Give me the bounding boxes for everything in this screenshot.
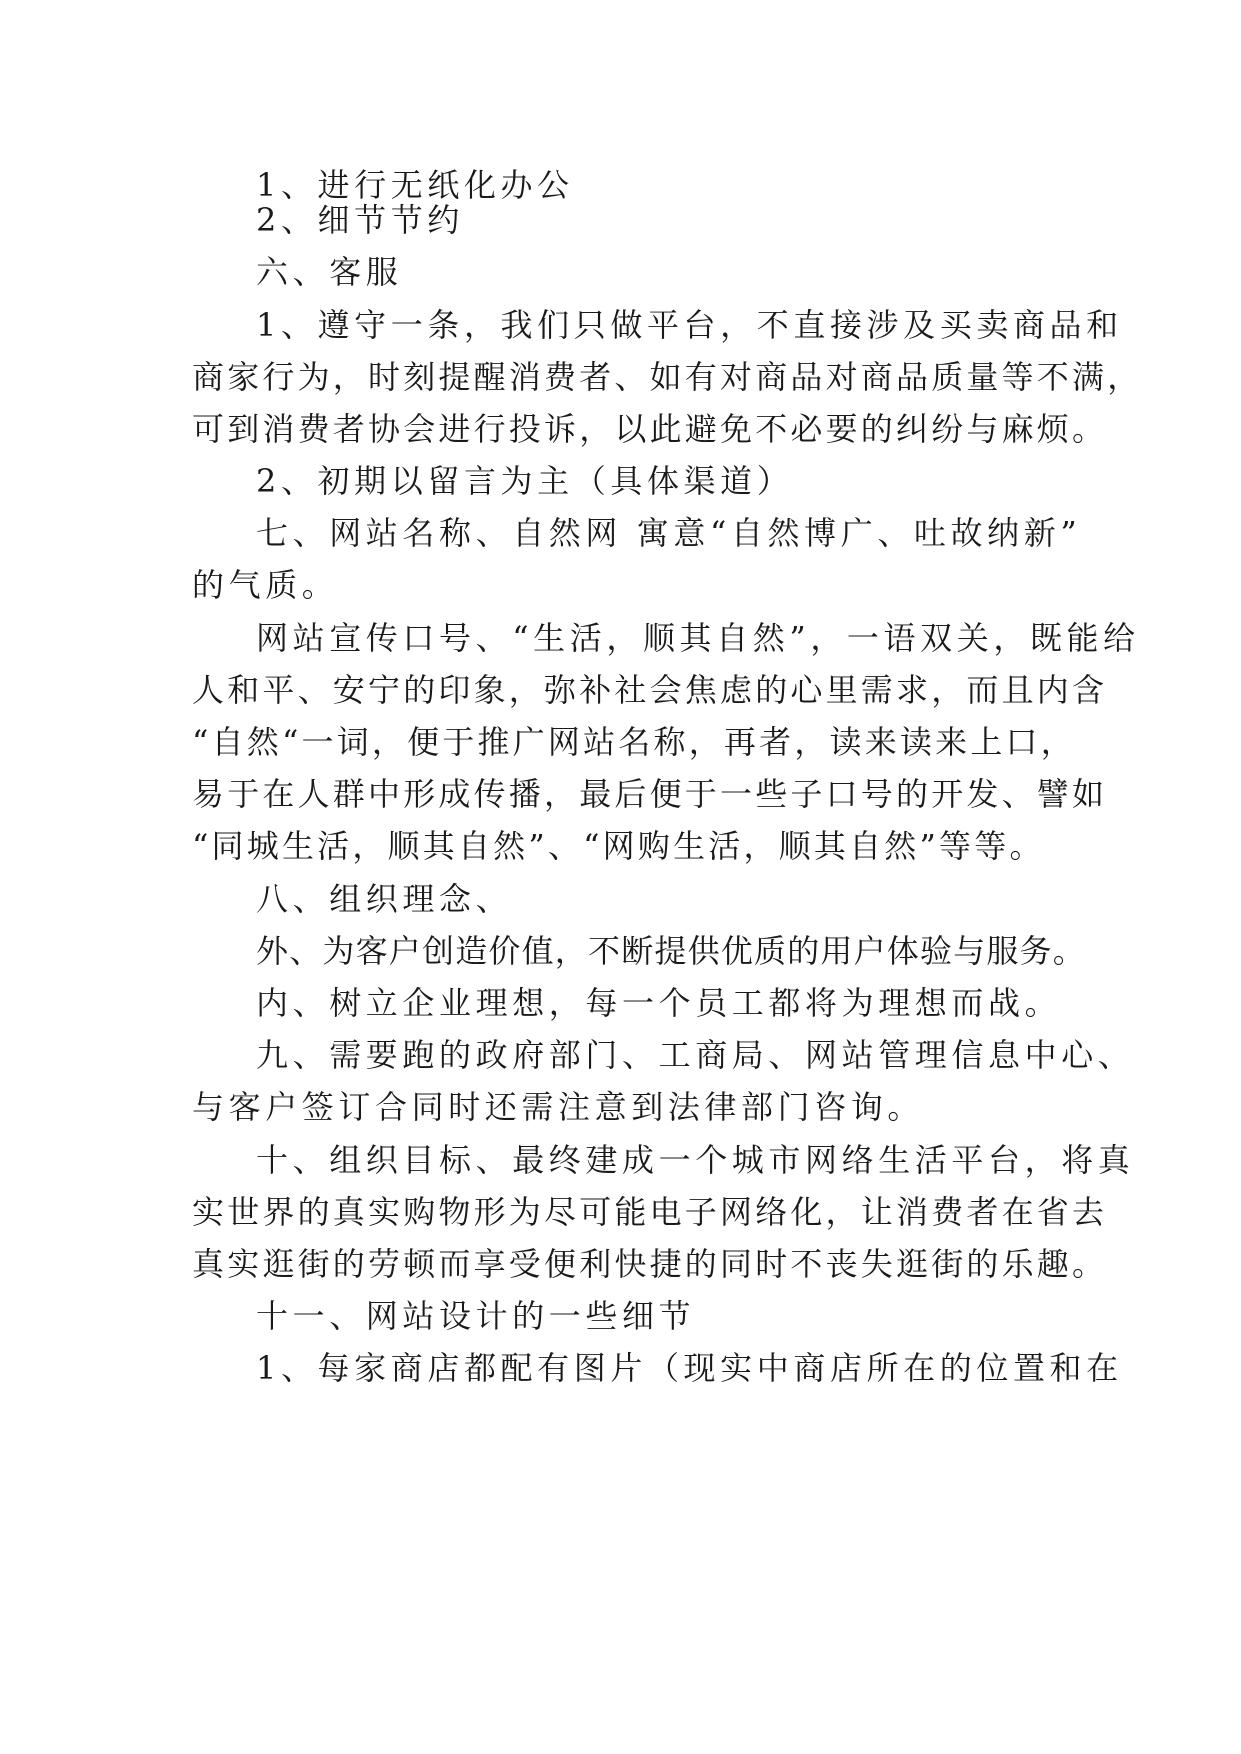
text-line: 易于在人群中形成传播，最后便于一些子口号的开发、譬如 (192, 775, 1108, 813)
text-line: 六、客服 (256, 253, 403, 291)
text-line: 七、网站名称、自然网 寓意“自然博广、吐故纳新” (256, 514, 1082, 552)
text-line: 内、树立企业理想，每一个员工都将为理想而战。 (256, 984, 1062, 1022)
text-line: 十、组织目标、最终建成一个城市网络生活平台，将真 (256, 1141, 1135, 1179)
text-line: 2、细节节约 (256, 201, 464, 239)
text-line: 商家行为，时刻提醒消费者、如有对商品对商品质量等不满， (192, 358, 1143, 396)
text-line: 的气质。 (192, 566, 339, 604)
text-line: 与客户签订合同时还需注意到法律部门咨询。 (192, 1088, 925, 1126)
text-line: 1、遵守一条，我们只做平台，不直接涉及买卖商品和 (256, 306, 1123, 344)
text-line: 2、初期以留言为主（具体渠道） (256, 462, 794, 500)
text-line: 可到消费者协会进行投诉，以此避免不必要的纠纷与麻烦。 (192, 410, 1108, 448)
text-line: 网站宣传口号、“生活，顺其自然”，一语双关，既能给 (256, 619, 1140, 657)
text-line: 真实逛街的劳顿而享受便利快捷的同时不丧失逛街的乐趣。 (192, 1245, 1108, 1283)
text-line: 八、组织理念、 (256, 880, 513, 918)
text-line: “自然“一词，便于推广网站名称，再者，读来读来上口， (192, 723, 1076, 761)
text-line: 实世界的真实购物形为尽可能电子网络化，让消费者在省去 (192, 1193, 1108, 1231)
text-line: 1、每家商店都配有图片（现实中商店所在的位置和在 (256, 1349, 1123, 1387)
text-line: 九、需要跑的政府部门、工商局、网站管理信息中心、 (256, 1036, 1135, 1074)
text-line: 1、进行无纸化办公 (256, 166, 574, 204)
text-line: 外、为客户创造价值，不断提供优质的用户体验与服务。 (256, 932, 1087, 970)
text-line: 十一、网站设计的一些细节 (256, 1297, 696, 1335)
text-line: “同城生活，顺其自然”、“网购生活，顺其自然”等等。 (192, 827, 1045, 865)
text-line: 人和平、安宁的印象，弥补社会焦虑的心里需求，而且内含 (192, 671, 1108, 709)
